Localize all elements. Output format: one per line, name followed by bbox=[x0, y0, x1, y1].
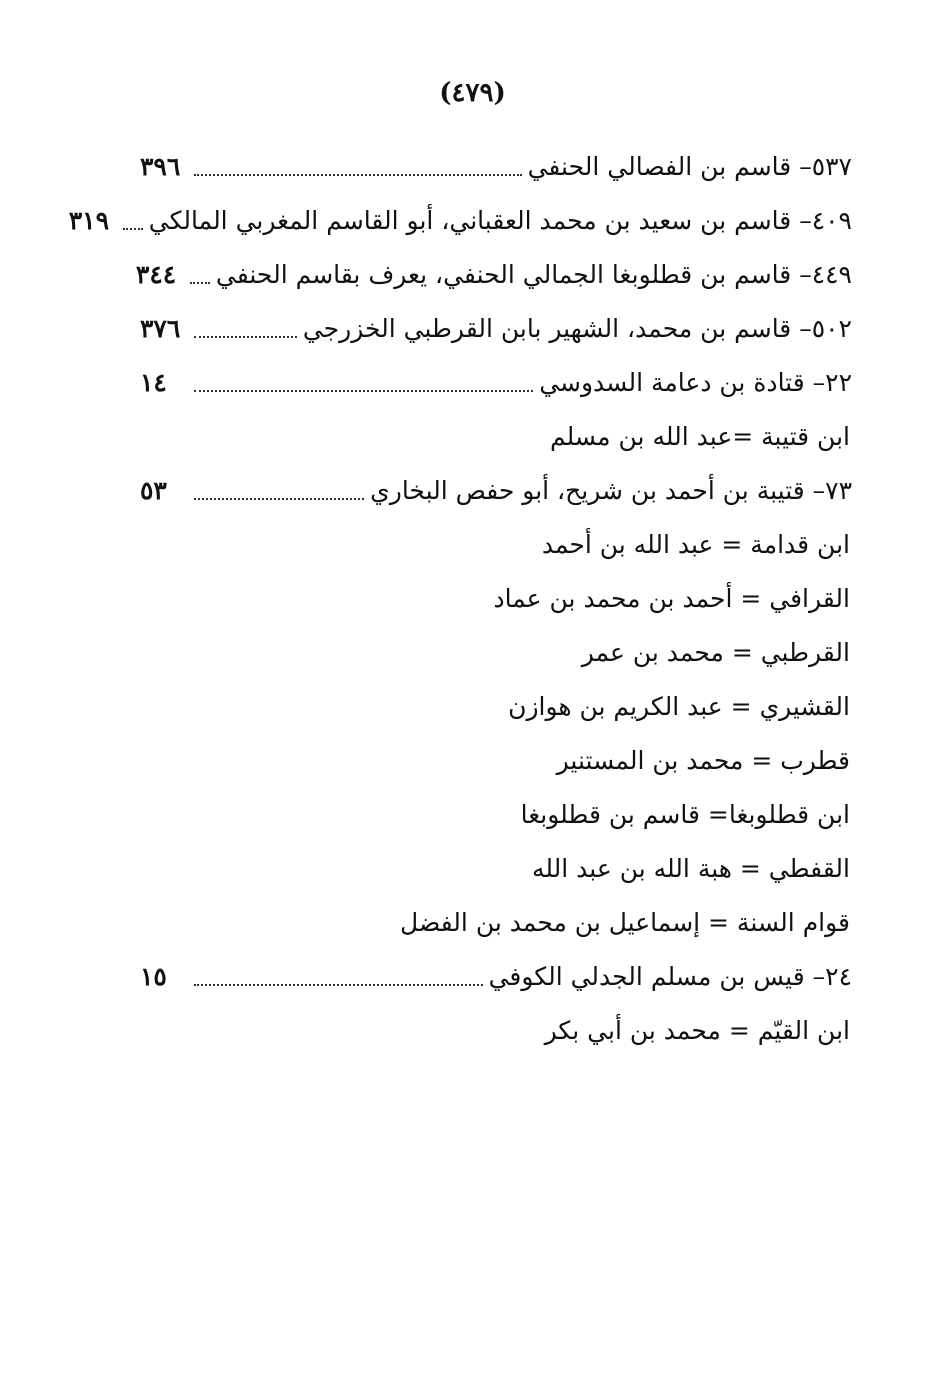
entry-text: ٤٠٩– قاسم بن سعيد بن محمد العقباني، أبو القاسم المغربي المالكي bbox=[148, 206, 852, 235]
index-entries-list bbox=[68, 140, 852, 1058]
index-entry bbox=[135, 248, 852, 302]
entry-text: القفطي = هبة الله بن عبد الله bbox=[531, 854, 850, 883]
entry-text: ٤٤٩– قاسم بن قطلوبغا الجمالي الحنفي، يعرف بقاسم الحنفي bbox=[215, 260, 852, 289]
entry-text: قطرب = محمد بن المستنير bbox=[556, 746, 850, 775]
entry-page-number: ٣١٩ bbox=[68, 206, 110, 235]
index-entry bbox=[68, 194, 852, 248]
entry-text: قوام السنة = إسماعيل بن محمد بن الفضل bbox=[400, 908, 850, 937]
entry-page-number: ٣٩٦ bbox=[140, 152, 181, 181]
dot-leader bbox=[194, 984, 483, 986]
entry-text: ابن قطلوبغا= قاسم بن قطلوبغا bbox=[520, 800, 850, 829]
entry-page-number: ١٥ bbox=[140, 962, 167, 991]
cross-reference-entry bbox=[140, 626, 852, 680]
page-number: (٤٧٩) bbox=[439, 78, 506, 108]
entry-page-number: ١٤ bbox=[140, 368, 167, 397]
cross-reference-entry bbox=[140, 788, 852, 842]
dot-leader bbox=[194, 390, 533, 392]
entry-text: القرافي = أحمد بن محمد بن عماد bbox=[493, 584, 850, 613]
entry-text: القشيري = عبد الكريم بن هوازن bbox=[508, 692, 850, 721]
entry-text: ابن القيّم = محمد بن أبي بكر bbox=[544, 1016, 850, 1045]
entry-text: ٢٢– قتادة بن دعامة السدوسي bbox=[539, 368, 852, 397]
entry-text: ٢٤– قيس بن مسلم الجدلي الكوفي bbox=[488, 962, 852, 991]
cross-reference-entry bbox=[140, 572, 852, 626]
cross-reference-entry bbox=[140, 734, 852, 788]
entry-text: القرطبي = محمد بن عمر bbox=[581, 638, 850, 667]
entry-text: ٥٣٧– قاسم بن الفصالي الحنفي bbox=[527, 152, 852, 181]
cross-reference-entry bbox=[140, 842, 852, 896]
dot-leader bbox=[194, 336, 297, 338]
entry-text: ٧٣– قتيبة بن أحمد بن شريح، أبو حفص البخاري bbox=[370, 476, 852, 505]
index-entry bbox=[140, 950, 852, 1004]
dot-leader bbox=[123, 228, 143, 230]
entry-page-number: ٣٤٤ bbox=[135, 260, 177, 289]
dot-leader bbox=[194, 174, 522, 176]
dot-leader bbox=[190, 282, 210, 284]
cross-reference-entry bbox=[140, 518, 852, 572]
dot-leader bbox=[194, 498, 364, 500]
index-entry bbox=[140, 302, 852, 356]
entry-text: ابن قتيبة =عبد الله بن مسلم bbox=[549, 422, 850, 451]
index-entry bbox=[140, 140, 852, 194]
cross-reference-entry bbox=[140, 896, 852, 950]
entry-text: ٥٠٢– قاسم بن محمد، الشهير بابن القرطبي الخزرجي bbox=[302, 314, 852, 343]
entry-text: ابن قدامة = عبد الله بن أحمد bbox=[541, 530, 850, 559]
index-entry bbox=[140, 464, 852, 518]
entry-page-number: ٥٣ bbox=[140, 476, 167, 505]
index-entry bbox=[140, 356, 852, 410]
cross-reference-entry bbox=[140, 680, 852, 734]
cross-reference-entry bbox=[140, 1004, 852, 1058]
entry-page-number: ٣٧٦ bbox=[140, 314, 181, 343]
cross-reference-entry bbox=[140, 410, 852, 464]
